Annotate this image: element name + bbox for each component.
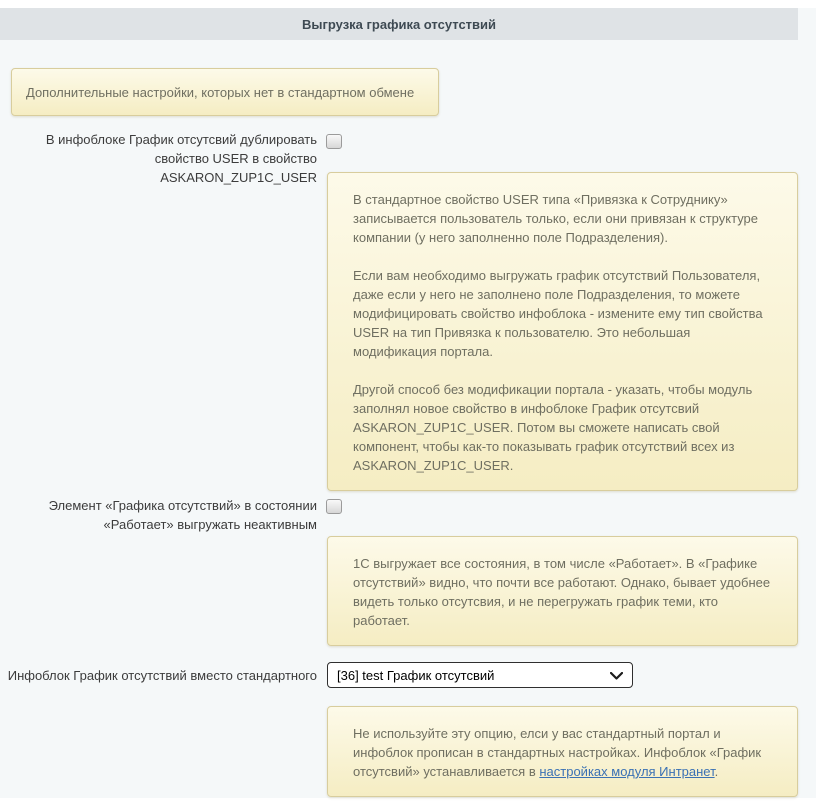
duplicate-user-checkbox[interactable] (326, 134, 342, 149)
note-text-before-link: Не используйте эту опцию, елси у вас стандартный портал и инфоблок прописан в стандартных настройках. Инфоблок «График отсутсвий» устанавливается в (353, 726, 762, 779)
page-title: Выгрузка графика отсутствий (301, 16, 497, 32)
inactive-working-note (327, 536, 798, 646)
inactive-working-checkbox[interactable] (326, 499, 342, 514)
chevron-down-icon (610, 672, 623, 680)
custom-iblock-label (0, 666, 317, 685)
duplicate-user-label-line: свойство USER в свойство (154, 151, 317, 166)
intro-note-text: Дополнительные настройки, которых нет в стандартном обмене (26, 84, 415, 100)
note-paragraph: Другой способ без модификации портала - указать, чтобы модуль заполнял новое свойство в инфоблоке График отсутсвий ASKARON_ZUP1C_USER. Потом вы сможете написать свой компонент, чтобы как-то показывать график отсутствий всех из ASKARON_ZUP1C_USER. (353, 382, 753, 473)
duplicate-user-note (327, 172, 798, 491)
inactive-working-label (0, 496, 317, 534)
intranet-settings-link[interactable]: настройках модуля Интранет (539, 764, 715, 779)
duplicate-user-label-line: В инфоблоке График отсутсвий дублировать (45, 132, 317, 147)
note-text-after-link: . (714, 764, 719, 779)
inactive-working-label-line: Элемент «Графика отсутствий» в состоянии (48, 498, 317, 513)
intro-note (11, 68, 439, 116)
absence-iblock-select-value: [36] test График отсутсвий (337, 667, 495, 683)
note-paragraph: Если вам необходимо выгружать график отсутствий Пользователя, даже если у него не заполнено поле Подразделения, то можете модифицировать свойство инфоблока - измените ему тип свойства USER на тип Привязка к пользователю. Это небольшая модификация портала. (353, 268, 763, 359)
custom-iblock-label-line: Инфоблок График отсутствий вместо стандартного (7, 668, 317, 683)
note-paragraph (353, 724, 777, 781)
duplicate-user-label (0, 130, 317, 187)
inactive-working-label-line: «Работает» выгружать неактивным (103, 517, 317, 532)
note-paragraph: В стандартное свойство USER типа «Привязка к Сотруднику» записывается пользователь только, если они привязан к структуре компании (у него заполненно поле Подразделения). (353, 192, 759, 245)
duplicate-user-label-line: ASKARON_ZUP1C_USER (160, 170, 317, 185)
absence-iblock-select[interactable] (327, 662, 633, 688)
note-paragraph: 1С выгружает все состояния, в том числе «Работает». В «Графике отсутствий» видно, что почти все работают. Однако, бывает удобнее видеть только отсутсвия, и не перегружать график теми, кто работает. (353, 556, 771, 628)
custom-iblock-note (327, 706, 798, 797)
page-header (0, 8, 798, 40)
